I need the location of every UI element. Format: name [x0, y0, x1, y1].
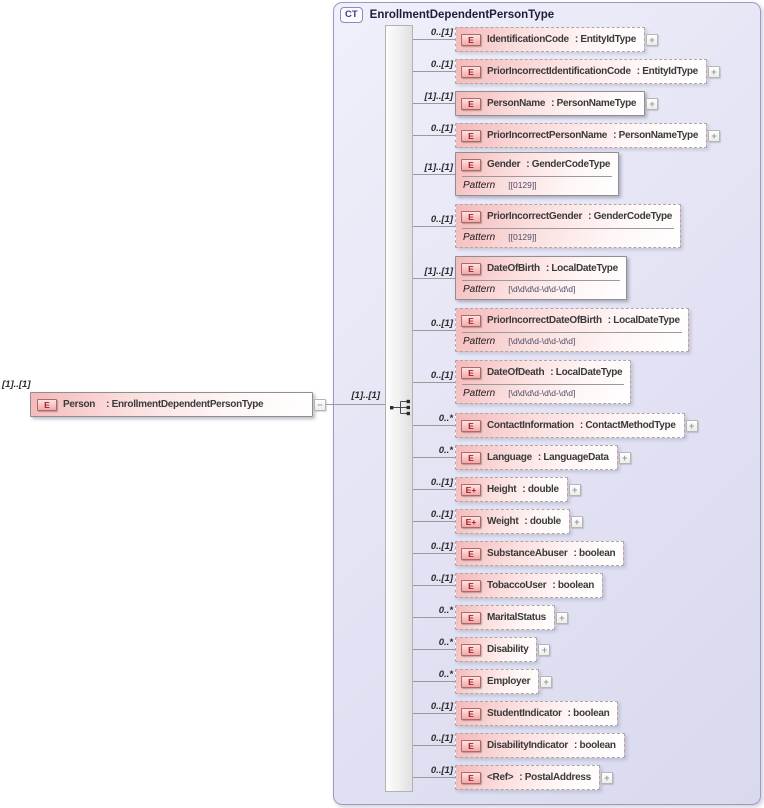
connector-line: [413, 39, 455, 40]
element-box[interactable]: [455, 204, 681, 248]
schema-child-row: [413, 204, 681, 248]
cardinality-label: 0..[1]: [430, 573, 453, 584]
expand-button[interactable]: +: [569, 484, 581, 496]
element-type: : LocalDateType: [607, 315, 680, 326]
pattern-label: Pattern: [463, 284, 496, 295]
element-type: : LocalDateType: [545, 263, 618, 274]
expand-button[interactable]: +: [686, 420, 698, 432]
element-type: : boolean: [552, 580, 595, 591]
element-name: SubstanceAbuser: [487, 548, 568, 559]
element-box[interactable]: [455, 308, 689, 352]
cardinality-label: 0..[1]: [430, 123, 453, 134]
cardinality-label: 0..[1]: [430, 27, 453, 38]
pattern-value: [[0129]]: [508, 180, 537, 190]
pattern-label: Pattern: [463, 180, 496, 191]
connector-line: [413, 681, 455, 682]
schema-child-row: [413, 765, 610, 790]
element-type: : EntityIdType: [636, 66, 698, 77]
expand-button[interactable]: +: [571, 516, 583, 528]
expand-button[interactable]: +: [708, 130, 720, 142]
connector-line: [413, 777, 455, 778]
element-name: Person: [63, 399, 96, 410]
expand-button[interactable]: +: [556, 612, 568, 624]
element-box[interactable]: [455, 27, 655, 52]
element-type: : GenderCodeType: [588, 211, 673, 222]
element-type: : EnrollmentDependentPersonType: [106, 399, 264, 410]
sequence-cardinality-label: [1]..[1]: [351, 390, 380, 401]
element-box[interactable]: [455, 91, 655, 116]
element-box[interactable]: [455, 573, 603, 598]
schema-child-row: [413, 445, 628, 470]
element-name: ContactInformation: [487, 420, 574, 431]
expand-button[interactable]: +: [619, 452, 631, 464]
cardinality-label: 0..[1]: [430, 509, 453, 520]
element-box[interactable]: [455, 669, 549, 694]
connector-line: [413, 103, 455, 104]
element-icon: E: [461, 211, 481, 223]
element-name: Height: [487, 484, 517, 495]
element-box[interactable]: [455, 765, 610, 790]
pattern-label: Pattern: [463, 336, 496, 347]
schema-child-row: [413, 541, 624, 566]
element-box[interactable]: [455, 59, 717, 84]
schema-child-row: [413, 152, 619, 196]
pattern-label: Pattern: [463, 232, 496, 243]
cardinality-label: [1]..[1]: [424, 266, 453, 277]
schema-child-row: [413, 573, 603, 598]
element-type: : GenderCodeType: [526, 159, 611, 170]
pattern-value: [[0129]]: [508, 232, 537, 242]
connector-line: [413, 649, 455, 650]
element-type: : boolean: [567, 708, 610, 719]
element-box[interactable]: [455, 477, 578, 502]
element-name: Employer: [487, 676, 531, 687]
pattern-facet: [462, 176, 612, 195]
connector-line: [413, 617, 455, 618]
connector-line: [413, 425, 455, 426]
element-box[interactable]: [455, 256, 627, 300]
connector-line: [413, 521, 455, 522]
cardinality-label: [1]..[1]: [424, 91, 453, 102]
element-icon: E: [461, 580, 481, 592]
connector-line: [413, 745, 455, 746]
element-icon: E: [461, 644, 481, 656]
element-icon: E: [461, 708, 481, 720]
element-box[interactable]: [455, 701, 618, 726]
expand-button[interactable]: +: [646, 98, 658, 110]
element-type: : boolean: [574, 740, 616, 751]
connector-line: [413, 278, 455, 279]
element-name: PriorIncorrectGender: [487, 211, 583, 222]
schema-child-row: [413, 509, 580, 534]
element-icon: E: [461, 420, 481, 432]
element-plus-icon: E+: [461, 516, 481, 528]
connector-line: [326, 404, 334, 405]
element-box-person[interactable]: [30, 392, 323, 417]
pattern-facet: [462, 332, 682, 351]
element-box[interactable]: [455, 413, 695, 438]
connector-line: [413, 226, 455, 227]
complex-type-badge: CT: [340, 7, 363, 23]
expand-button[interactable]: +: [540, 676, 552, 688]
connector-line: [413, 713, 455, 714]
cardinality-label: 0..[1]: [430, 59, 453, 70]
schema-child-row: [413, 477, 578, 502]
element-box[interactable]: [455, 360, 631, 404]
element-icon: E: [461, 548, 481, 560]
cardinality-label: 0..[1]: [430, 541, 453, 552]
element-name: PersonName: [487, 98, 546, 109]
pattern-label: Pattern: [463, 388, 496, 399]
element-box[interactable]: [455, 541, 624, 566]
pattern-facet: [462, 384, 624, 403]
connector-line: [413, 382, 455, 383]
collapse-button[interactable]: −: [314, 399, 326, 411]
element-icon: E: [461, 130, 481, 142]
connector-line: [413, 457, 455, 458]
schema-child-row: [413, 123, 717, 148]
element-icon: E: [461, 98, 481, 110]
expand-button[interactable]: +: [646, 34, 658, 46]
element-type: : PostalAddress: [519, 772, 591, 783]
cardinality-label: 0..[1]: [430, 765, 453, 776]
element-box[interactable]: [455, 152, 619, 196]
pattern-value: [\d\d\d\d-\d\d-\d\d]: [508, 388, 576, 398]
pattern-facet: [462, 228, 674, 247]
element-name: PriorIncorrectDateOfBirth: [487, 315, 602, 326]
element-name: PriorIncorrectIdentificationCode: [487, 66, 631, 77]
element-type: : boolean: [573, 548, 616, 559]
expand-button[interactable]: +: [601, 772, 613, 784]
element-icon: E: [461, 34, 481, 46]
element-icon: E: [461, 676, 481, 688]
element-box[interactable]: [455, 123, 717, 148]
connector-line: [413, 489, 455, 490]
expand-button[interactable]: +: [708, 66, 720, 78]
element-icon: E: [461, 66, 481, 78]
element-name: IdentificationCode: [487, 34, 569, 45]
element-box[interactable]: [455, 605, 565, 630]
element-icon: E: [37, 399, 57, 411]
cardinality-label: 0..[1]: [430, 701, 453, 712]
cardinality-label: 0..[1]: [430, 370, 453, 381]
cardinality-label: 0..*: [438, 669, 453, 680]
element-name: Weight: [487, 516, 519, 527]
cardinality-label: 0..[1]: [430, 318, 453, 329]
element-box[interactable]: [455, 509, 580, 534]
cardinality-label: 0..*: [438, 637, 453, 648]
element-type: : LocalDateType: [550, 367, 623, 378]
element-type: : EntityIdType: [574, 34, 636, 45]
connector-line: [413, 174, 455, 175]
schema-child-row: [413, 360, 631, 404]
cardinality-label: 0..*: [438, 605, 453, 616]
pattern-value: [\d\d\d\d-\d\d-\d\d]: [508, 284, 576, 294]
connector-line: [413, 71, 455, 72]
cardinality-label: 0..[1]: [430, 214, 453, 225]
element-type: : LanguageData: [537, 452, 609, 463]
complex-type-title: EnrollmentDependentPersonType: [369, 9, 555, 21]
connector-line: [413, 330, 455, 331]
element-type: : PersonNameType: [551, 98, 637, 109]
element-name: <Ref>: [487, 772, 514, 783]
element-name: StudentIndicator: [487, 708, 562, 719]
element-icon: E: [461, 612, 481, 624]
schema-child-row: [413, 637, 548, 662]
cardinality-label: 0..[1]: [430, 733, 453, 744]
complex-type-header: [340, 7, 554, 23]
cardinality-label: 0..*: [438, 445, 453, 456]
element-plus-icon: E+: [461, 484, 481, 496]
cardinality-label: [1]..[1]: [424, 162, 453, 173]
schema-child-row: [413, 27, 655, 52]
element-icon: E: [461, 315, 481, 327]
schema-child-row: [413, 91, 655, 116]
schema-child-row: [413, 59, 717, 84]
element-name: Gender: [487, 159, 521, 170]
connector-line: [413, 553, 455, 554]
element-name: PriorIncorrectPersonName: [487, 130, 608, 141]
element-name: MaritalStatus: [487, 612, 546, 623]
element-type: : ContactMethodType: [579, 420, 676, 431]
element-type: : double: [524, 516, 561, 527]
element-box[interactable]: [455, 733, 625, 758]
schema-child-row: [413, 308, 689, 352]
element-icon: E: [461, 772, 481, 784]
pattern-facet: [462, 280, 620, 299]
element-icon: E: [461, 263, 481, 275]
schema-child-row: [413, 605, 565, 630]
cardinality-label: 0..*: [438, 413, 453, 424]
element-icon: E: [461, 452, 481, 464]
element-name: Disability: [487, 644, 529, 655]
expand-button[interactable]: +: [538, 644, 550, 656]
element-name: DateOfDeath: [487, 367, 545, 378]
cardinality-label: [1]..[1]: [2, 379, 31, 390]
connector-line: [413, 585, 455, 586]
schema-child-row: [413, 413, 695, 438]
element-type: : double: [522, 484, 559, 495]
element-icon: E: [461, 740, 481, 752]
element-name: Language: [487, 452, 532, 463]
element-name: DateOfBirth: [487, 263, 540, 274]
element-icon: E: [461, 367, 481, 379]
cardinality-label: 0..[1]: [430, 477, 453, 488]
schema-child-row: [413, 701, 618, 726]
pattern-value: [\d\d\d\d-\d\d-\d\d]: [508, 336, 576, 346]
element-name: DisabilityIndicator: [487, 740, 568, 751]
schema-child-row: [413, 256, 627, 300]
element-box[interactable]: [455, 445, 628, 470]
element-name: TobaccoUser: [487, 580, 547, 591]
connector-line: [334, 404, 385, 405]
element-type: : PersonNameType: [613, 130, 699, 141]
element-icon: E: [461, 159, 481, 171]
connector-line: [413, 135, 455, 136]
element-box[interactable]: [455, 637, 548, 662]
schema-child-row: [413, 669, 549, 694]
schema-child-row: [413, 733, 625, 758]
